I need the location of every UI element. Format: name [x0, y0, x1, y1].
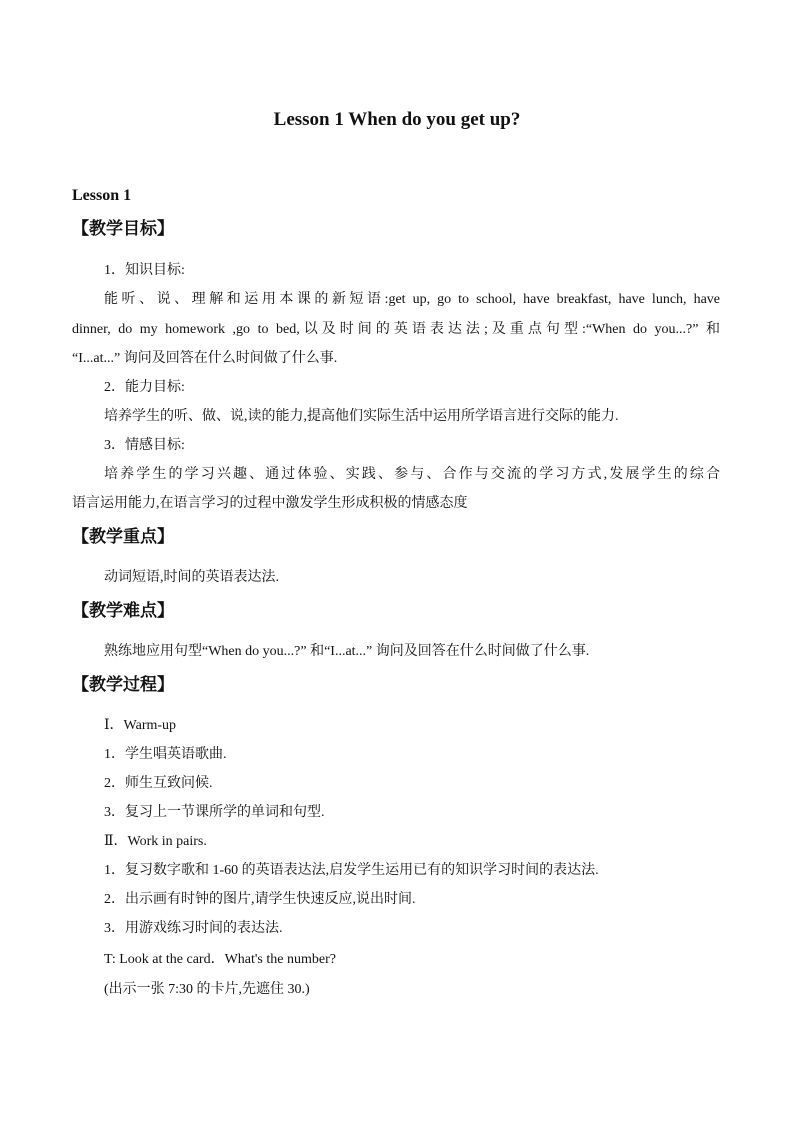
lesson-label: Lesson 1	[72, 187, 132, 204]
process-heading: 【教学过程】	[72, 675, 174, 695]
process-part2-step1: 1．复习数字歌和 1-60 的英语表达法,启发学生运用已有的知识学习时间的表达法.	[104, 863, 599, 878]
objective-emotion-label: 3．情感目标:	[104, 438, 185, 453]
process-part1-step2: 2．师生互致问候.	[104, 776, 213, 791]
process-part2-title: Ⅱ．Work in pairs.	[104, 834, 207, 849]
objective-knowledge-text-line2: dinner, do my homework ,go to bed,以及时间的英语表达法;及重点句型:“When do you...?” 和	[72, 322, 720, 337]
objective-ability-text: 培养学生的听、做、说,读的能力,提高他们实际生活中运用所学语言进行交际的能力.	[104, 409, 619, 424]
objective-emotion-text-line1: 培养学生的学习兴趣、通过体验、实践、参与、合作与交流的学习方式,发展学生的综合	[104, 467, 720, 482]
process-part2-step3: 3．用游戏练习时间的表达法.	[104, 921, 283, 936]
objective-knowledge-label: 1．知识目标:	[104, 263, 185, 278]
process-part2-dialogue: T: Look at the card．What's the number?	[104, 952, 336, 967]
process-part2-step2: 2．出示画有时钟的图片,请学生快速反应,说出时间.	[104, 892, 416, 907]
document-title: Lesson 1 When do you get up?	[273, 109, 521, 130]
difficulties-text: 熟练地应用句型“When do you...?” 和“I...at...” 询问及回答在什么时间做了什么事.	[104, 644, 590, 659]
key-points-text: 动词短语,时间的英语表达法.	[104, 570, 279, 585]
key-points-heading: 【教学重点】	[72, 527, 174, 547]
process-part1-step3: 3．复习上一节课所学的单词和句型.	[104, 805, 325, 820]
objective-emotion-text-line2: 语言运用能力,在语言学习的过程中激发学生形成积极的情感态度	[72, 496, 468, 511]
objective-knowledge-text-line3: “I...at...” 询问及回答在什么时间做了什么事.	[72, 351, 338, 366]
objectives-heading: 【教学目标】	[72, 219, 174, 239]
difficulties-heading: 【教学难点】	[72, 601, 174, 621]
process-part1-title: Ⅰ．Warm-up	[104, 718, 177, 733]
objective-knowledge-text-line1: 能听、说、理解和运用本课的新短语:get up, go to school, have breakfast, have lunch, have	[104, 292, 720, 307]
objective-ability-label: 2．能力目标:	[104, 380, 185, 395]
process-part2-note: (出示一张 7:30 的卡片,先遮住 30.)	[104, 982, 310, 997]
process-part1-step1: 1．学生唱英语歌曲.	[104, 747, 227, 762]
